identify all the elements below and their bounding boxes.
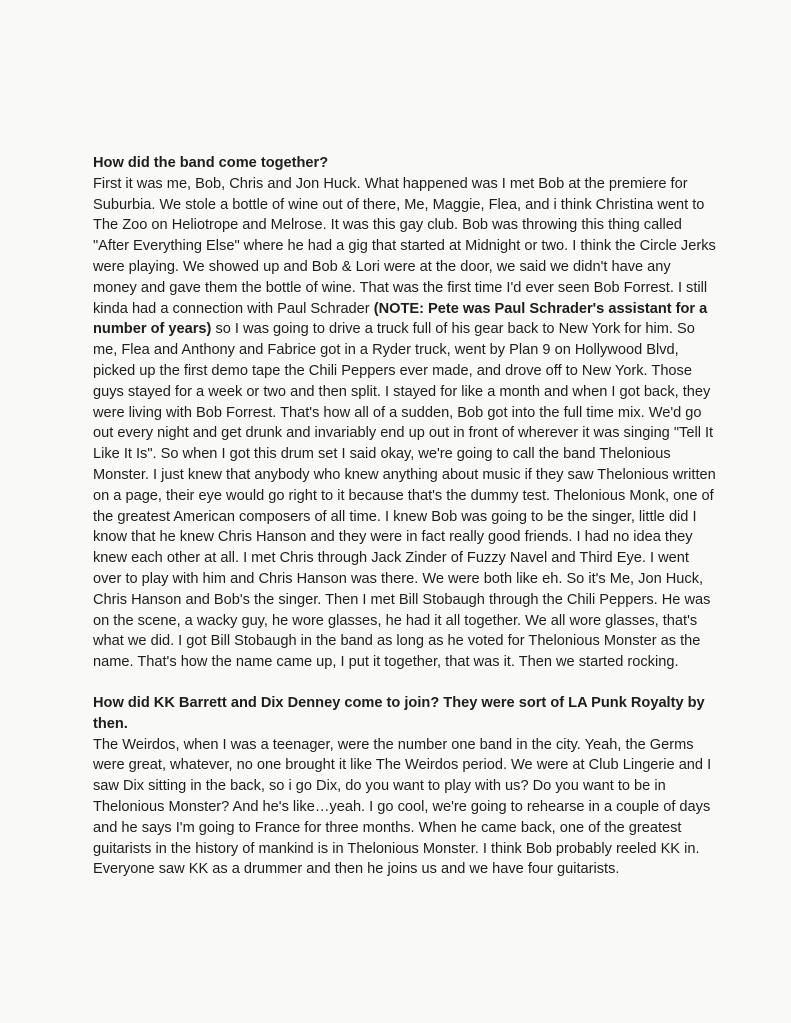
answer-text: so I was going to drive a truck full of his gear back to New York for him. So me, Flea and Anthony and Fabrice got in a Ryder truck, went by Plan 9 on Hollywood Blvd, picked up the first demo tape the Chili Peppers ever made, and drove off to New York. Those guys stayed for a week or two and then split. I stayed for like a month and when I got back, they were living with Bob Forrest. That's how all of a sudden, Bob got into the full time mix. We'd go out every night and get drunk and invariably end up out in front of wherever it was singing "Tell It Like It Is". So when I got this drum set I said okay, we're going to call the band Thelonious Monster. I just knew that anybody who knew anything about music if they saw Thelonious written on a page, their eye would go right to it because that's the dummy test. Thelonious Monk, one of the greatest American composers of all time. I knew Bob was going to be the singer, little did I know that he knew Chris Hanson and they were in fact really good friends. I had no idea they knew each other at all. I met Chris through Jack Zinder of Fuzzy Navel and Third Eye. I went over to play with him and Chris Hanson was there. We were both like eh. So it's Me, Jon Huck, Chris Hanson and Bob's the singer. Then I met Bill Stobaugh through the Chili Peppers. He was on the scene, a wacky guy, he wore glasses, he had it all together. We all wore glasses, that's what we did. I got Bill Stobaugh in the band as long as he voted for Thelonious Monster as the name. That's how the name came up, I put it together, that was it. Then we started rocking.: [93, 321, 716, 671]
question-heading: How did KK Barrett and Dix Denney come to join? They were sort of LA Punk Royalty by then.: [93, 694, 705, 732]
question-heading: How did the band come together?: [93, 155, 329, 171]
answer-paragraph: The Weirdos, when I was a teenager, were the number one band in the city. Yeah, the Germs were great, whatever, no one brought it like The Weirdos period. We were at Club Lingerie and I saw Dix sitting in the back, so i go Dix, do you want to play with us? Do you want to be in Thelonious Monster? And he's like…yeah. I go cool, we're going to rehearse in a couple of days and he says I'm going to France for three months. When he came back, one of the greatest guitarists in the history of mankind is in Thelonious Monster. I think Bob probably reeled KK in. Everyone saw KK as a drummer and then he joins us and we have four guitarists.: [93, 736, 712, 878]
section-divider: [93, 673, 717, 693]
document-page: [93, 153, 717, 880]
answer-paragraph: [93, 174, 717, 673]
editor-note: (NOTE: Pete was Paul Schrader's assistant for a number of years): [93, 300, 708, 338]
answer-text: First it was me, Bob, Chris and Jon Huck. What happened was I met Bob at the premiere for Suburbia. We stole a bottle of wine out of there, Me, Maggie, Flea, and i think Christina went to The Zoo on Heliotrope and Melrose. It was this gay club. Bob was throwing this thing called "After Everything Else" where he had a gig that started at Midnight or two. I think the Circle Jerks were playing. We showed up and Bob & Lori were at the door, we said we didn't have any money and gave them the bottle of wine. That was the first time I'd ever seen Bob Forrest. I still kinda had a connection with Paul Schrader: [93, 175, 716, 317]
